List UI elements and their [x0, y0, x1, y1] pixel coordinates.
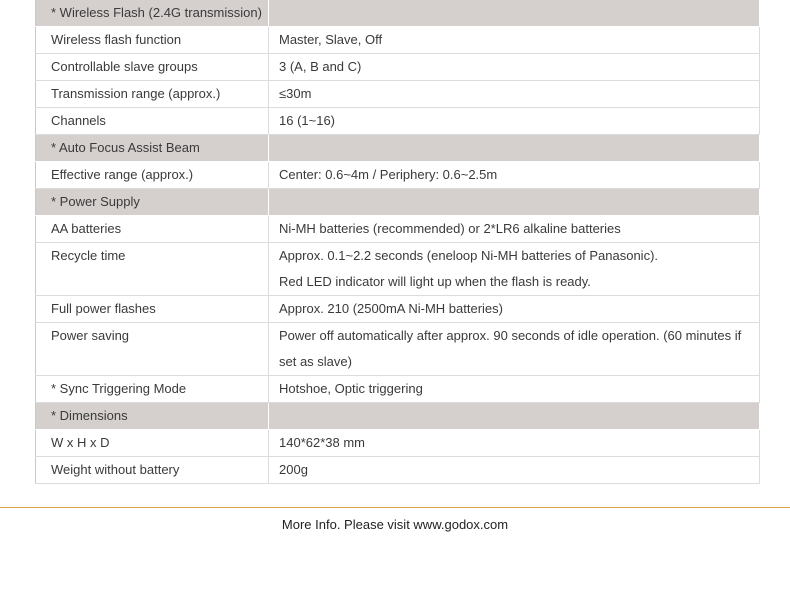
spec-value-line: Center: 0.6~4m / Periphery: 0.6~2.5m — [279, 167, 498, 182]
spec-value-line: 16 (1~16) — [279, 113, 336, 128]
spec-value-line: 200g — [279, 462, 308, 477]
footer-divider — [0, 507, 790, 508]
spec-row — [36, 376, 760, 403]
spec-value-line: Approx. 0.1~2.2 seconds (eneloop Ni-MH batteries of Panasonic). — [279, 248, 659, 263]
spec-value — [269, 81, 760, 108]
spec-value — [269, 54, 760, 81]
section-header-row — [36, 403, 760, 430]
spec-value-line: Master, Slave, Off — [279, 32, 383, 47]
section-title: * Auto Focus Assist Beam — [36, 135, 269, 162]
footer-info-text: More Info. Please visit www.godox.com — [281, 517, 509, 532]
spec-value — [269, 162, 760, 189]
spec-row — [36, 296, 760, 323]
spec-label: Full power flashes — [36, 296, 269, 323]
section-header-row — [36, 189, 760, 216]
spec-label: Recycle time — [36, 243, 269, 296]
spec-value-line: 140*62*38 mm — [279, 435, 365, 450]
spec-table-body — [36, 0, 760, 484]
spec-value — [269, 457, 760, 484]
section-header-row — [36, 0, 760, 27]
spec-value-line: Approx. 210 (2500mA Ni-MH batteries) — [279, 301, 503, 316]
spec-value — [269, 323, 760, 376]
spec-row — [36, 430, 760, 457]
spec-value — [269, 243, 760, 296]
spec-label: Wireless flash function — [36, 27, 269, 54]
spec-value — [269, 376, 760, 403]
section-empty-cell — [269, 135, 760, 162]
spec-value-line: set as slave) — [279, 354, 352, 369]
spec-label: Effective range (approx.) — [36, 162, 269, 189]
spec-value-line: Ni-MH batteries (recommended) or 2*LR6 alkaline batteries — [279, 221, 621, 236]
spec-value-line: ≤30m — [279, 86, 312, 101]
spec-row — [36, 323, 760, 376]
spec-label: AA batteries — [36, 216, 269, 243]
section-header-row — [36, 135, 760, 162]
spec-value-line: 3 (A, B and C) — [279, 59, 362, 74]
spec-row — [36, 162, 760, 189]
spec-value — [269, 216, 760, 243]
spec-label: * Sync Triggering Mode — [36, 376, 269, 403]
section-title: * Dimensions — [36, 403, 269, 430]
section-empty-cell — [269, 0, 760, 27]
spec-value-line: Power off automatically after approx. 90 seconds of idle operation. (60 minutes if — [279, 328, 742, 343]
spec-row — [36, 216, 760, 243]
spec-label: Channels — [36, 108, 269, 135]
spec-value-line: Hotshoe, Optic triggering — [279, 381, 423, 396]
spec-label: W x H x D — [36, 430, 269, 457]
section-empty-cell — [269, 403, 760, 430]
spec-table — [35, 0, 760, 484]
section-empty-cell — [269, 189, 760, 216]
spec-row — [36, 27, 760, 54]
spec-value — [269, 430, 760, 457]
spec-label: Weight without battery — [36, 457, 269, 484]
spec-label: Power saving — [36, 323, 269, 376]
spec-value-line: Red LED indicator will light up when the flash is ready. — [279, 274, 591, 289]
section-title: * Power Supply — [36, 189, 269, 216]
spec-row — [36, 81, 760, 108]
spec-row — [36, 457, 760, 484]
spec-row — [36, 54, 760, 81]
spec-row — [36, 243, 760, 296]
spec-label: Controllable slave groups — [36, 54, 269, 81]
spec-value — [269, 27, 760, 54]
section-title: * Wireless Flash (2.4G transmission) — [36, 0, 269, 27]
spec-value — [269, 108, 760, 135]
spec-value — [269, 296, 760, 323]
spec-label: Transmission range (approx.) — [36, 81, 269, 108]
spec-row — [36, 108, 760, 135]
